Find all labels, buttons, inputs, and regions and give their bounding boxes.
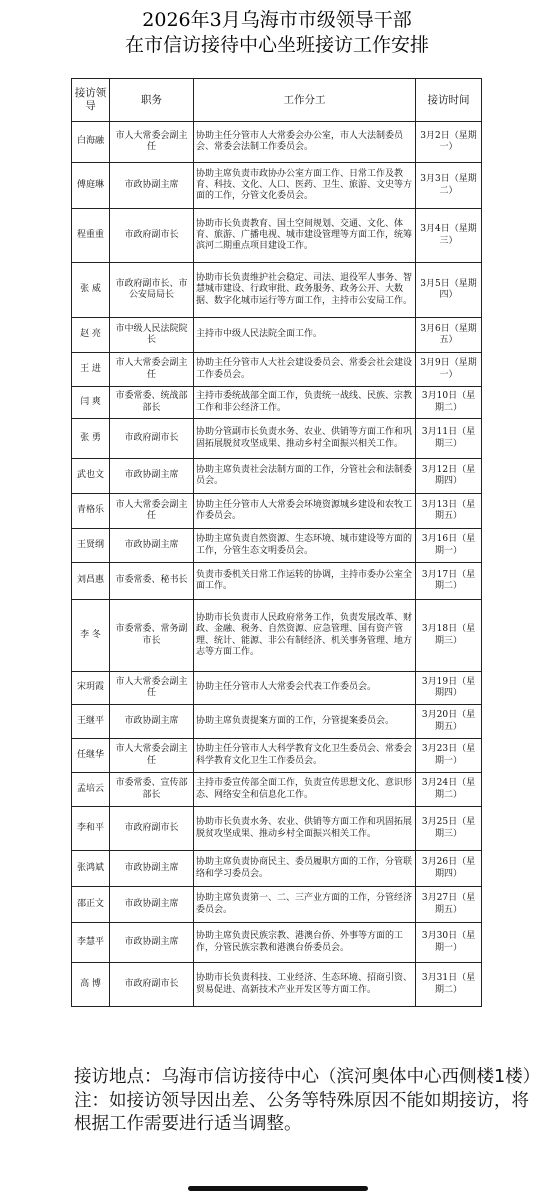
table-row xyxy=(72,705,482,739)
leader-name: 王 进 xyxy=(72,353,110,387)
leader-duty: 主持市委宣传部全面工作，负责宣传思想文化、意识形态、网络安全和信息化工作。 xyxy=(194,773,416,807)
leader-position: 市委常委、秘书长 xyxy=(110,563,194,600)
table-row xyxy=(72,163,482,209)
leader-name: 任继华 xyxy=(72,739,110,773)
leader-name: 高 博 xyxy=(72,963,110,1007)
table-row xyxy=(72,739,482,773)
leader-name: 王继平 xyxy=(72,705,110,739)
leader-position: 市政协副主席 xyxy=(110,705,194,739)
reception-time: 3月19日（星期四） xyxy=(416,672,482,705)
table-row xyxy=(72,807,482,851)
leader-duty: 协助主席负责民族宗教、港澳台侨、外事等方面的工作，分管民族宗教和港澳台侨委员会。 xyxy=(194,923,416,963)
reception-time: 3月16日（星期一） xyxy=(416,529,482,563)
leader-name: 孟培云 xyxy=(72,773,110,807)
reception-time: 3月18日（星期三） xyxy=(416,600,482,672)
adjustment-note: 注：如接访领导因出差、公务等特殊原因不能如期接访，将根据工作需要进行适当调整。 xyxy=(74,1090,529,1134)
leader-position: 市委常委、常务副市长 xyxy=(110,600,194,672)
reception-time: 3月17日（星期二） xyxy=(416,563,482,600)
leader-name: 武也文 xyxy=(72,459,110,494)
table-row xyxy=(72,672,482,705)
leader-duty: 协助主任分管市人大常委会代表工作委员会。 xyxy=(194,672,416,705)
table-header-row xyxy=(72,79,482,122)
leader-position: 市政府副市长 xyxy=(110,419,194,459)
leader-name: 张 勇 xyxy=(72,419,110,459)
title-line-2: 在市信访接待中心坐班接访工作安排 xyxy=(124,34,429,56)
table-row xyxy=(72,263,482,318)
leader-position: 市委常委、统战部部长 xyxy=(110,387,194,419)
reception-time: 3月6日（星期五） xyxy=(416,318,482,353)
leader-name: 邵正文 xyxy=(72,887,110,923)
table-row xyxy=(72,209,482,263)
leader-duty: 协助主任分管市人大常委会办公室，市人大法制委员会、常委会法制工作委员会。 xyxy=(194,122,416,163)
leader-duty: 负责市委机关日常工作运转的协调，主持市委办公室全面工作。 xyxy=(194,563,416,600)
leader-duty: 协助主席负责第一、二、三产业方面的工作，分管经济委员会。 xyxy=(194,887,416,923)
leader-position: 市政协副主席 xyxy=(110,851,194,887)
reception-time: 3月11日（星期三） xyxy=(416,419,482,459)
leader-name: 青格乐 xyxy=(72,494,110,529)
leader-duty: 协助主席负责协商民主、委员履职方面的工作，分管联络和学习委员会。 xyxy=(194,851,416,887)
leader-position: 市人大常委会副主任 xyxy=(110,739,194,773)
table-row xyxy=(72,923,482,963)
reception-location: 接访地点：乌海市信访接待中心（滨河奥体中心西侧楼1楼） xyxy=(74,1067,541,1087)
table-row xyxy=(72,494,482,529)
table-row xyxy=(72,563,482,600)
leader-position: 市委常委、宣传部部长 xyxy=(110,773,194,807)
reception-time: 3月12日（星期四） xyxy=(416,459,482,494)
reception-time: 3月26日（星期四） xyxy=(416,851,482,887)
leader-name: 傅庭琳 xyxy=(72,163,110,209)
leader-position: 市中级人民法院院长 xyxy=(110,318,194,353)
leader-position: 市政协副主席 xyxy=(110,923,194,963)
leader-position: 市政府副市长、市公安局局长 xyxy=(110,263,194,318)
reception-time: 3月9日（星期一） xyxy=(416,353,482,387)
table-row xyxy=(72,600,482,672)
reception-time: 3月2日（星期一） xyxy=(416,122,482,163)
leader-name: 刘昌惠 xyxy=(72,563,110,600)
leader-name: 闫 爽 xyxy=(72,387,110,419)
table-row xyxy=(72,887,482,923)
reception-time: 3月13日（星期五） xyxy=(416,494,482,529)
reception-time: 3月23日（星期一） xyxy=(416,739,482,773)
leader-position: 市人大常委会副主任 xyxy=(110,672,194,705)
reception-time: 3月25日（星期三） xyxy=(416,807,482,851)
title-line-1: 2026年3月乌海市市级领导干部 xyxy=(142,9,412,31)
header-position: 职务 xyxy=(110,79,194,122)
reception-time: 3月4日（星期三） xyxy=(416,209,482,263)
leader-position: 市政协副主席 xyxy=(110,887,194,923)
leader-duty: 协助主席负责市政协办公室方面工作、日常工作及教育、科技、文化、人口、医药、卫生、旅游、文史等方面的工作，分管文化委员会。 xyxy=(194,163,416,209)
leader-position: 市政协副主席 xyxy=(110,459,194,494)
leader-name: 宋玥霞 xyxy=(72,672,110,705)
home-indicator[interactable] xyxy=(188,1186,368,1191)
reception-time: 3月10日（星期二） xyxy=(416,387,482,419)
leader-duty: 协助市长负责市人民政府常务工作，负责发展改革、财政、金融、税务、自然资源、应急管理、国有资产管理、统计、能源、非公有制经济、机关事务管理、地方志等方面工作。 xyxy=(194,600,416,672)
header-leader: 接访领导 xyxy=(72,79,110,122)
reception-time: 3月31日（星期二） xyxy=(416,963,482,1007)
reception-time: 3月30日（星期一） xyxy=(416,923,482,963)
reception-time: 3月27日（星期五） xyxy=(416,887,482,923)
footer-notes xyxy=(74,1066,544,1137)
reception-time: 3月3日（星期二） xyxy=(416,163,482,209)
leader-duty: 协助分管副市长负责水务、农业、供销等方面工作和巩固拓展脱贫攻坚成果、推动乡村全面振兴相关工作。 xyxy=(194,419,416,459)
leader-duty: 主持市中级人民法院全面工作。 xyxy=(194,318,416,353)
leader-duty: 协助主任分管市人大社会建设委员会、常委会社会建设工作委员会。 xyxy=(194,353,416,387)
leader-duty: 协助主任分管市人大常委会环境资源城乡建设和农牧工作委员会。 xyxy=(194,494,416,529)
table-row xyxy=(72,353,482,387)
leader-duty: 主持市委统战部全面工作，负责统一战线、民族、宗教工作和非公经济工作。 xyxy=(194,387,416,419)
reception-time: 3月5日（星期四） xyxy=(416,263,482,318)
table-row xyxy=(72,419,482,459)
reception-time: 3月24日（星期二） xyxy=(416,773,482,807)
table-row xyxy=(72,963,482,1007)
leader-name: 白海融 xyxy=(72,122,110,163)
leader-duty: 协助市长负责维护社会稳定、司法、退役军人事务、智慧城市建设、行政审批、政务服务、政务公开、大数据、数字化城市运行等方面工作，主持市公安局工作。 xyxy=(194,263,416,318)
leader-duty: 协助主任分管市人大科学教育文化卫生委员会、常委会科学教育文化卫生工作委员会。 xyxy=(194,739,416,773)
leader-duty: 协助主席负责自然资源、生态环境、城市建设等方面的工作，分管生态文明委员会。 xyxy=(194,529,416,563)
leader-position: 市人大常委会副主任 xyxy=(110,353,194,387)
leader-position: 市政协副主席 xyxy=(110,163,194,209)
schedule-table xyxy=(71,78,482,1007)
leader-name: 张 威 xyxy=(72,263,110,318)
leader-name: 李和平 xyxy=(72,807,110,851)
leader-duty: 协助市长负责科技、工业经济、生态环境、招商引资、贸易促进、高新技术产业开发区等方面工作。 xyxy=(194,963,416,1007)
leader-position: 市政府副市长 xyxy=(110,807,194,851)
leader-duty: 协助市长负责水务、农业、供销等方面工作和巩固拓展脱贫攻坚成果、推动乡村全面振兴相关工作。 xyxy=(194,807,416,851)
leader-position: 市政府副市长 xyxy=(110,209,194,263)
table-row xyxy=(72,318,482,353)
table-row xyxy=(72,529,482,563)
leader-name: 李 冬 xyxy=(72,600,110,672)
table-row xyxy=(72,851,482,887)
leader-name: 李慧平 xyxy=(72,923,110,963)
leader-position: 市人大常委会副主任 xyxy=(110,122,194,163)
table-row xyxy=(72,773,482,807)
leader-duty: 协助主席负责提案方面的工作，分管提案委员会。 xyxy=(194,705,416,739)
table-row xyxy=(72,387,482,419)
page-title xyxy=(0,8,554,58)
table-row xyxy=(72,459,482,494)
leader-position: 市人大常委会副主任 xyxy=(110,494,194,529)
leader-position: 市政府副市长 xyxy=(110,963,194,1007)
leader-name: 程重重 xyxy=(72,209,110,263)
reception-time: 3月20日（星期五） xyxy=(416,705,482,739)
header-time: 接访时间 xyxy=(416,79,482,122)
table-row xyxy=(72,122,482,163)
leader-duty: 协助主席负责社会法制方面的工作，分管社会和法制委员会。 xyxy=(194,459,416,494)
leader-name: 赵 亮 xyxy=(72,318,110,353)
leader-duty: 协助市长负责教育、国土空间规划、交通、文化、体育、旅游、广播电视、城市建设管理等方面工作，统筹滨河二期重点项目建设工作。 xyxy=(194,209,416,263)
leader-name: 王贤纲 xyxy=(72,529,110,563)
leader-name: 张鸿斌 xyxy=(72,851,110,887)
header-duty: 工作分工 xyxy=(194,79,416,122)
leader-position: 市政协副主席 xyxy=(110,529,194,563)
